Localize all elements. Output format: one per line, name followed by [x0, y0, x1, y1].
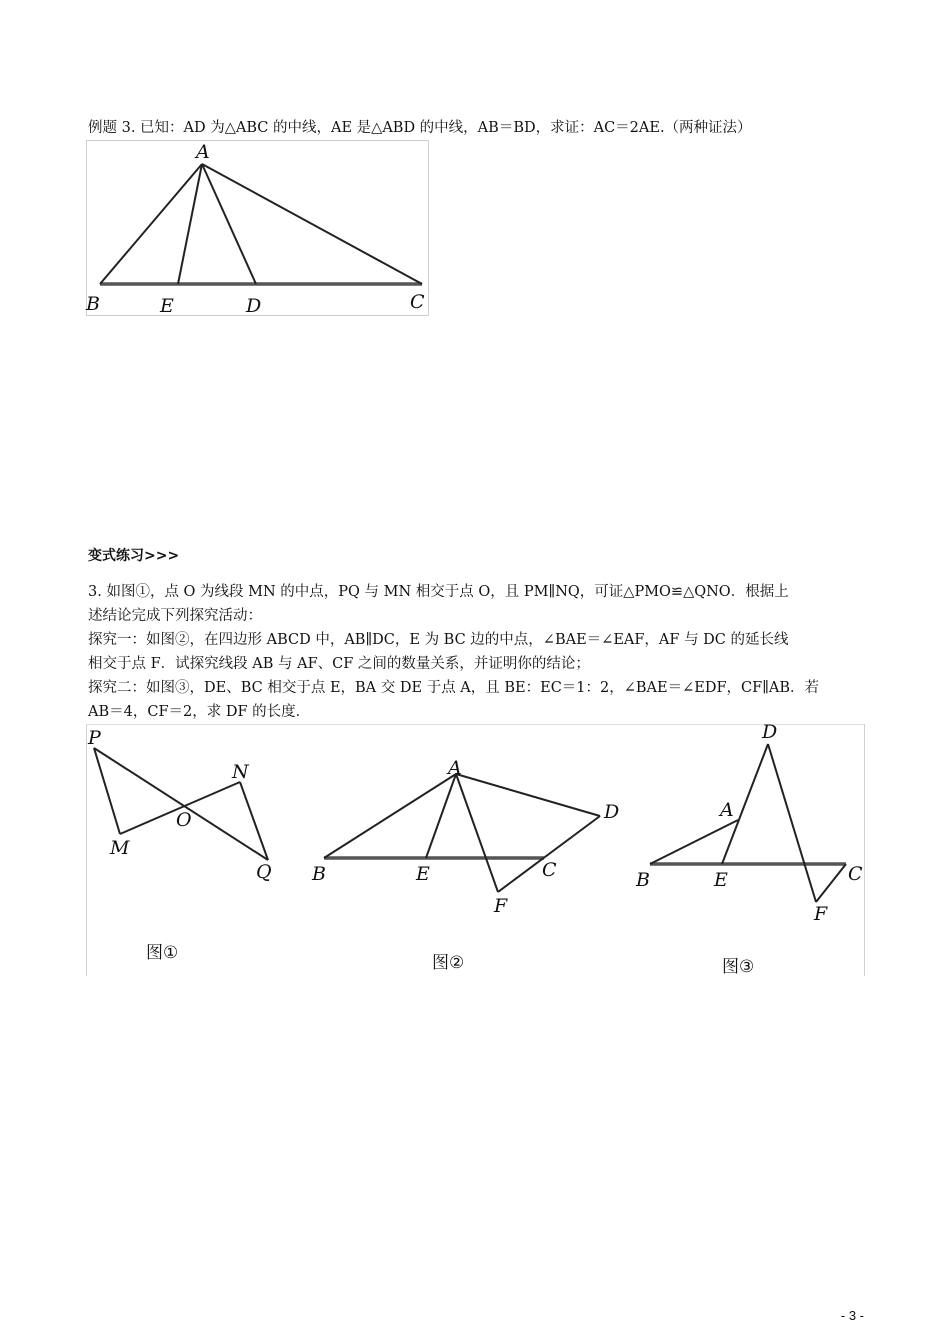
segment-df	[768, 744, 816, 902]
example-statement: 例题 3. 已知：AD 为△ABC 的中线，AE 是△ABD 的中线，AB＝BD，求证：AC＝2AE.（两种证法）	[88, 120, 752, 136]
page-number: - 3 -	[840, 1308, 864, 1323]
problem-line-6: AB＝4，CF＝2，求 DF 的长度．	[88, 704, 311, 720]
label-b: B	[86, 293, 100, 315]
problem-line-2: 述结论完成下列探究活动：	[88, 608, 262, 624]
section-heading: 变式练习>>>	[88, 548, 180, 564]
figure-3	[635, 721, 863, 977]
figure-frame	[87, 141, 429, 316]
fig2-label-c: C	[542, 859, 557, 881]
segment-nq	[240, 782, 268, 860]
fig1-label-p: P	[88, 727, 101, 749]
segment-cf	[816, 864, 846, 902]
segment-ab	[100, 164, 202, 284]
label-c: C	[410, 291, 425, 313]
fig3-label-a: A	[720, 799, 734, 821]
fig2-label-e: E	[416, 863, 430, 885]
fig1-label-o: O	[176, 809, 192, 831]
segment-ae	[426, 774, 456, 858]
segment-af	[456, 774, 498, 892]
segment-ae	[178, 164, 202, 284]
fig2-label-b: B	[312, 863, 326, 885]
figure-1	[87, 727, 272, 963]
segment-ab	[324, 774, 456, 858]
example-figure	[86, 140, 430, 316]
problem-line-3: 探究一：如图②，在四边形 ABCD 中，AB∥DC，E 为 BC 边的中点，∠BAE＝∠EAF，AF 与 DC 的延长线	[88, 632, 789, 648]
fig2-label-f: F	[494, 895, 508, 917]
problem-line-1: 3. 如图①，点 O 为线段 MN 的中点，PQ 与 MN 相交于点 O，且 PM∥NQ，可证△PMO≌△QNO．根据上	[88, 584, 789, 600]
fig1-label-q: Q	[256, 861, 272, 883]
fig1-label-m: M	[110, 837, 130, 859]
problem-line-5: 探究二：如图③，DE、BC 相交于点 E，BA 交 DE 于点 A，且 BE：EC＝1：2，∠BAE＝∠EDF，CF∥AB．若	[88, 680, 820, 696]
problem-line-4: 相交于点 F．试探究线段 AB 与 AF、CF 之间的数量关系，并证明你的结论；	[88, 656, 590, 672]
fig3-label-f: F	[814, 903, 828, 925]
fig3-label-e: E	[714, 869, 728, 891]
fig3-label-c: C	[848, 863, 863, 885]
label-e: E	[160, 295, 174, 317]
fig3-caption: 图③	[722, 957, 755, 977]
segment-ac	[202, 164, 422, 284]
fig1-caption: 图①	[146, 943, 179, 963]
fig1-label-n: N	[232, 761, 249, 783]
fig2-label-a: A	[448, 757, 462, 779]
fig2-caption: 图②	[432, 953, 465, 973]
fig3-label-b: B	[636, 869, 650, 891]
fig3-label-d: D	[762, 721, 778, 743]
fig2-label-d: D	[604, 801, 620, 823]
segment-ad	[202, 164, 256, 284]
segment-ad	[456, 774, 600, 816]
figure-2	[311, 757, 619, 973]
label-a: A	[196, 141, 210, 163]
label-d: D	[246, 295, 262, 317]
problem-figures	[86, 721, 866, 977]
segment-pm	[94, 748, 120, 834]
